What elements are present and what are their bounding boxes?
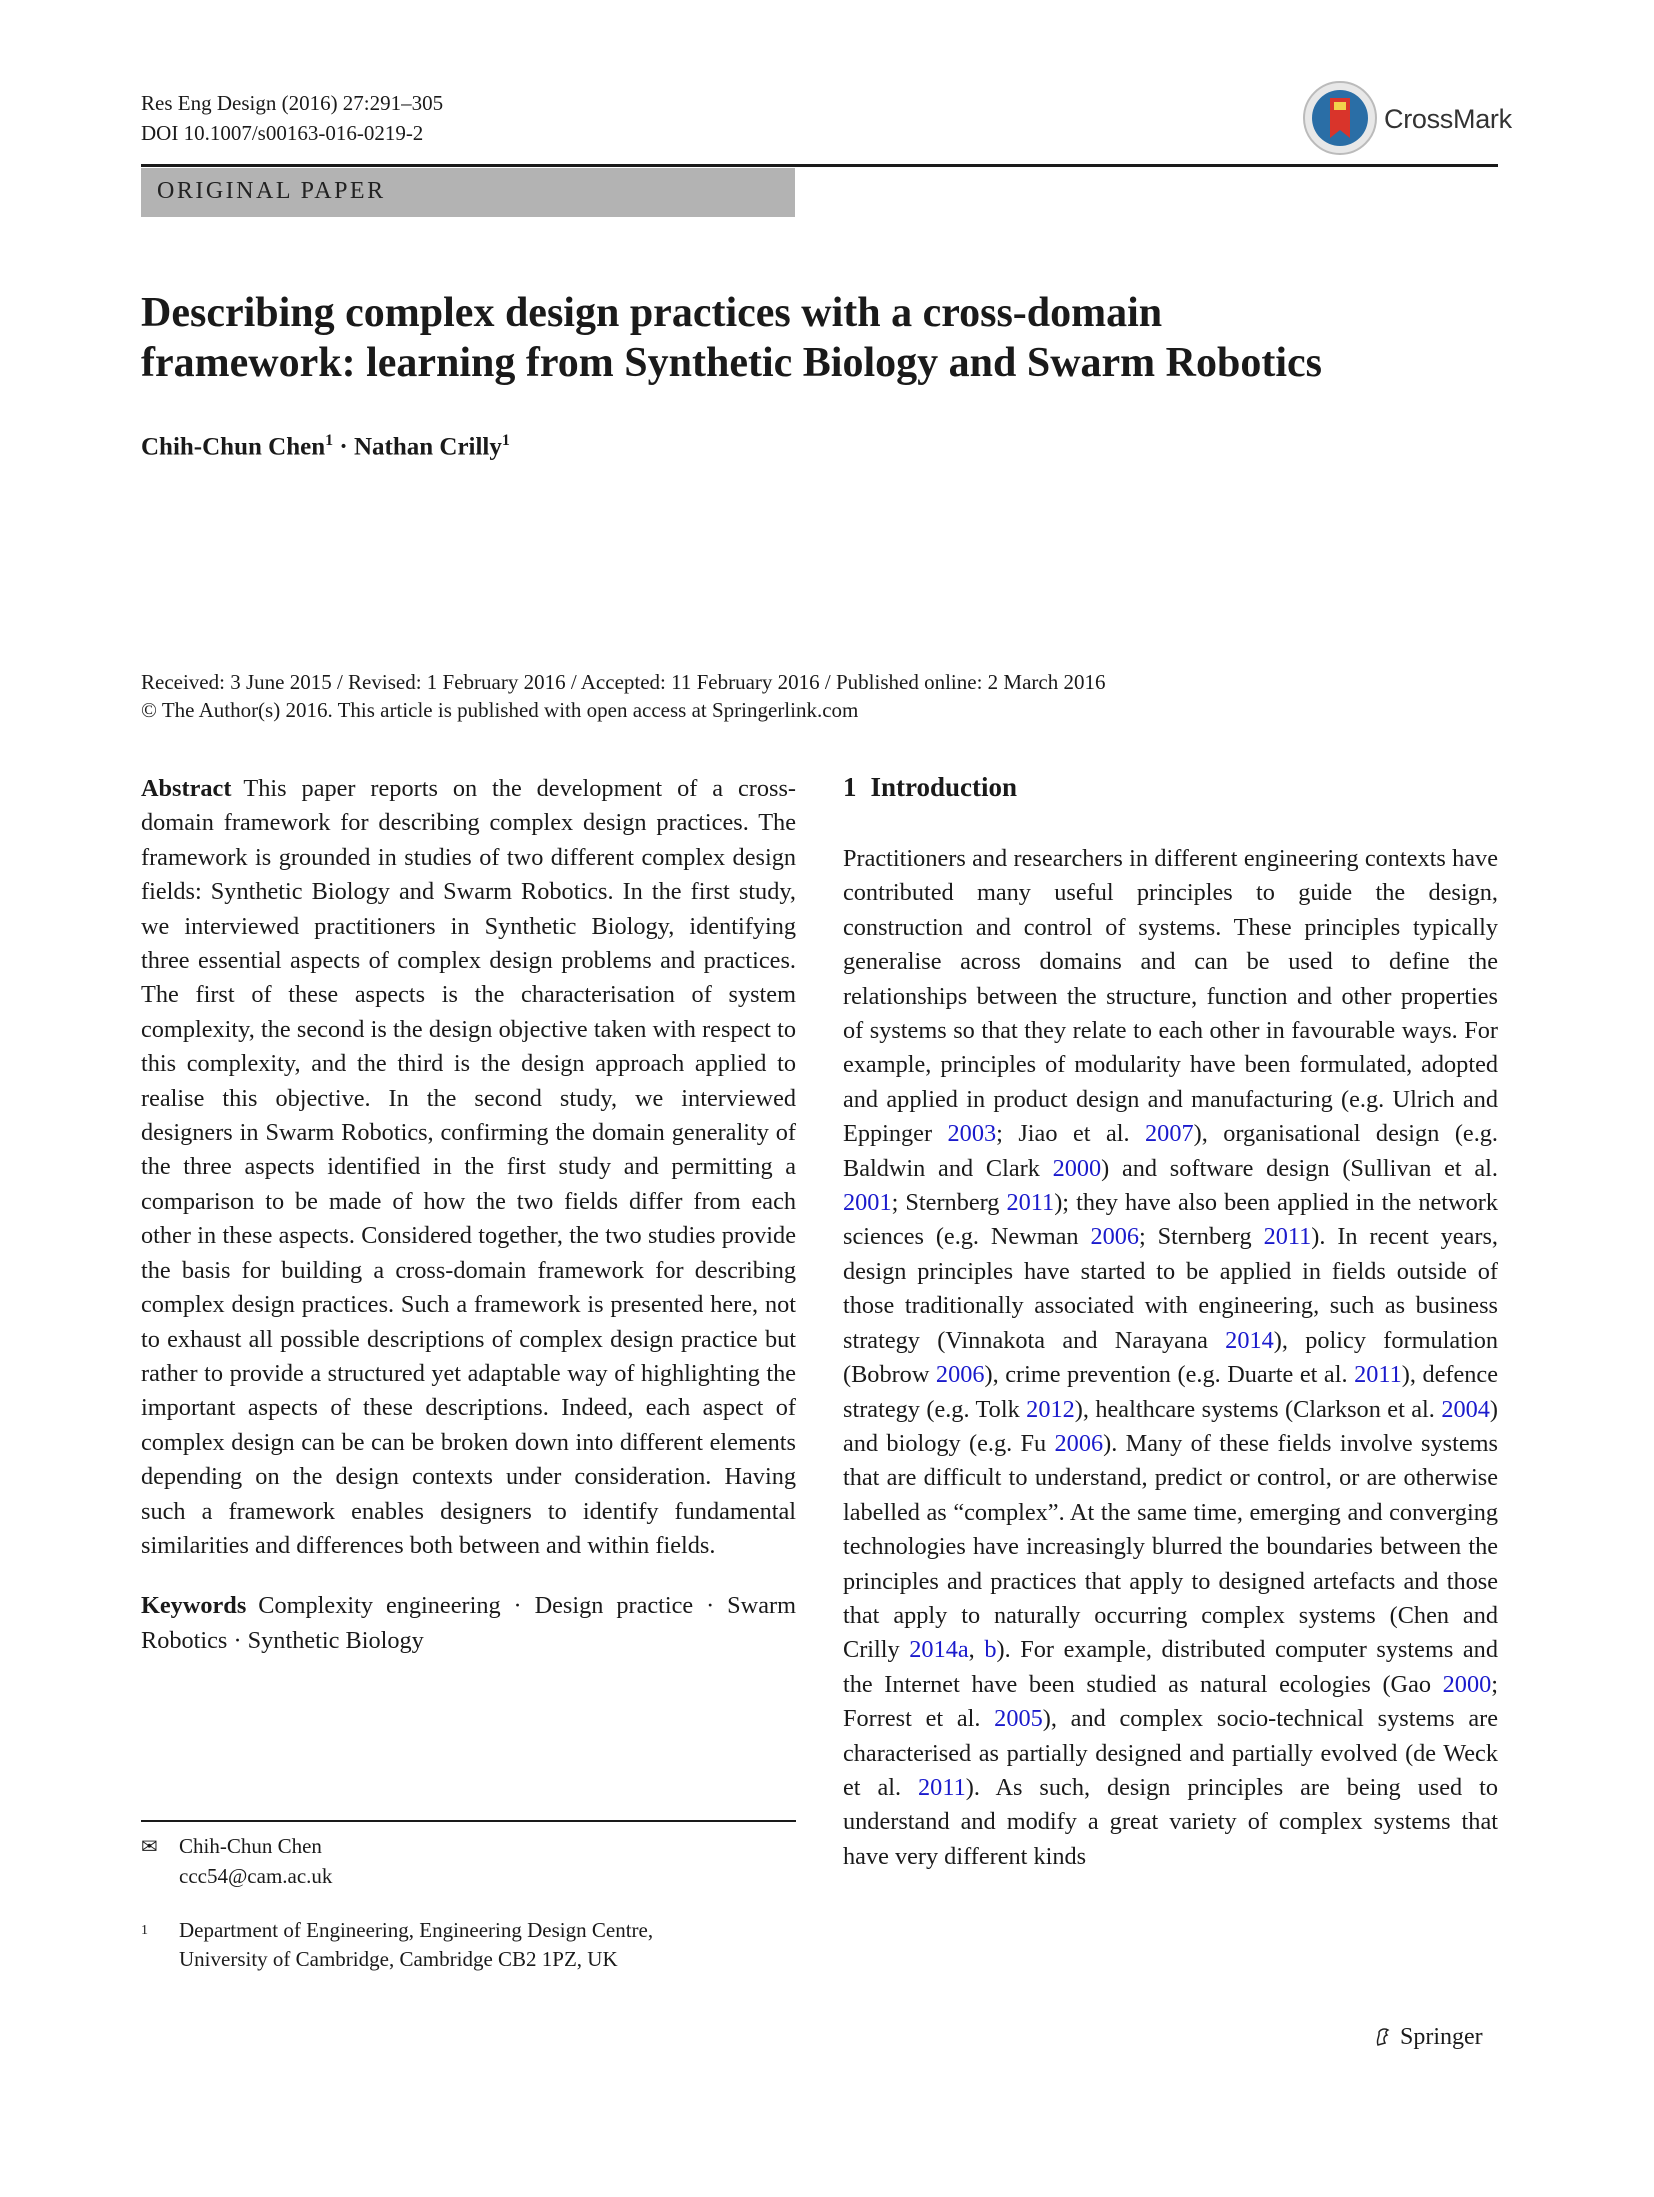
intro-text: ). As such, design principles are being used to understand and modify a great variety of complex systems that have very different kinds — [843, 1773, 1498, 1870]
article-type-tag — [141, 168, 795, 217]
section-number: 1 — [843, 772, 857, 802]
citation-link[interactable]: 2005 — [994, 1705, 1043, 1733]
introduction-column — [843, 842, 1498, 1874]
crossmark-icon — [1302, 80, 1378, 156]
intro-text: ), and complex socio-technical systems are characterised as partially designed and partially evolved (de Weck et al. — [843, 1705, 1498, 1801]
intro-text: ; Sternberg — [891, 1189, 1007, 1217]
intro-text: ). In recent years, design principles have started to be applied in fields outside of those traditionally associated with engineering, such as business strategy (Vinnakota and Narayana — [843, 1223, 1498, 1354]
contact-name: Chih-Chun Chen — [179, 1834, 322, 1858]
citation-link[interactable]: 2003 — [947, 1120, 997, 1148]
section-title: Introduction — [870, 772, 1018, 802]
citation-link[interactable]: 2011 — [1263, 1223, 1312, 1251]
publication-history — [141, 668, 1501, 724]
author-2[interactable]: Nathan Crilly — [353, 433, 502, 461]
introduction-paragraph — [843, 842, 1498, 1874]
citation-link[interactable]: 2000 — [1052, 1154, 1102, 1182]
abstract-label: Abstract — [141, 775, 232, 802]
intro-text: Practitioners and researchers in different engineering contexts have contributed many useful principles to guide the design, construction and control of systems. These principles typically generalise across domains and can be used to define the relationships between the structure, function and other properties of systems so that they relate to each other in favourable ways. For example, principles of modularity have been formulated, adopted and applied in product design and manufacturing (e.g. Ulrich and Eppinger — [843, 845, 1498, 1148]
affiliation-number: 1 — [141, 1923, 148, 1938]
intro-text: ), crime prevention (e.g. Duarte et al. — [984, 1361, 1355, 1389]
citation-link[interactable]: 2011 — [1006, 1189, 1055, 1217]
keywords-text: Complexity engineering · Design practice · Swarm Robotics · Synthetic Biology — [141, 1592, 796, 1654]
title-line-1: Describing complex design practices with a cross-domain — [141, 290, 1163, 336]
footnote-rule — [141, 1820, 796, 1822]
citation-link[interactable]: 2004 — [1441, 1395, 1490, 1423]
citation-link[interactable]: 2006 — [935, 1361, 985, 1389]
citation-link[interactable]: 2006 — [1054, 1429, 1104, 1457]
journal-citation — [141, 88, 443, 148]
intro-text: ) and software design (Sullivan et al. — [1101, 1154, 1498, 1182]
corresponding-author — [141, 1832, 332, 1891]
citation-link[interactable]: 2012 — [1026, 1395, 1075, 1423]
author-separator: · — [339, 433, 348, 461]
intro-text: ; Jiao et al. — [996, 1120, 1146, 1148]
crossmark-badge[interactable] — [1302, 80, 1512, 160]
title-line-2: framework: learning from Synthetic Biology and Swarm Robotics — [141, 340, 1322, 386]
author-1-affiliation: 1 — [325, 432, 334, 449]
envelope-icon: ✉ — [141, 1836, 158, 1858]
intro-text: ), policy formulation (Bobrow — [843, 1326, 1498, 1389]
author-1[interactable]: Chih-Chun Chen — [141, 433, 326, 461]
journal-line: Res Eng Design (2016) 27:291–305 — [141, 91, 444, 115]
intro-text: ; Sternberg — [1139, 1223, 1264, 1251]
intro-text: , — [968, 1636, 985, 1664]
copyright-line: © The Author(s) 2016. This article is published with open access at Springerlink.com — [141, 698, 859, 722]
paper-title — [141, 288, 1501, 388]
citation-link[interactable]: 2011 — [918, 1773, 966, 1801]
crossmark-label: CrossMark — [1384, 104, 1512, 134]
publisher-name: Springer — [1400, 2024, 1483, 2050]
author-list — [141, 432, 510, 461]
abstract — [141, 772, 796, 1563]
keywords-label: Keywords — [141, 1592, 247, 1620]
citation-link[interactable]: 2014 — [1225, 1326, 1274, 1354]
history-dates: Received: 3 June 2015 / Revised: 1 February 2016 / Accepted: 11 February 2016 / Published online: 2 March 2016 — [141, 670, 1106, 694]
section-heading-introduction — [843, 772, 1017, 803]
header-rule — [141, 164, 1498, 167]
article-type-label: ORIGINAL PAPER — [157, 178, 386, 204]
citation-link[interactable]: 2000 — [1442, 1670, 1492, 1698]
intro-text: ); they have also been applied in the network sciences (e.g. Newman — [843, 1189, 1498, 1251]
citation-link[interactable]: 2011 — [1354, 1361, 1402, 1389]
intro-text: ), healthcare systems (Clarkson et al. — [1074, 1395, 1442, 1423]
intro-text: ) and biology (e.g. Fu — [843, 1395, 1498, 1457]
keywords — [141, 1589, 796, 1658]
citation-link[interactable]: 2007 — [1145, 1120, 1194, 1148]
citation-link[interactable]: 2014a — [909, 1636, 969, 1664]
affiliation-line-2: University of Cambridge, Cambridge CB2 1PZ, UK — [179, 1947, 618, 1971]
intro-text: ), organisational design (e.g. Baldwin and Clark — [843, 1120, 1498, 1182]
doi-line: DOI 10.1007/s00163-016-0219-2 — [141, 121, 424, 145]
abstract-text: This paper reports on the development of a cross-domain framework for describing complex design practices. The framework is grounded in studies of two different complex design fields: Synthetic Biology and Swarm Robotics. In the first study, we interviewed practitioners in Synthetic Biology, identifying three essential aspects of complex design problems and practices. The first of these aspects is the characterisation of system complexity, the second is the design objective taken with respect to this complexity, and the third is the design approach applied to realise this objective. In the second study, we interviewed designers in Swarm Robotics, confirming the domain generality of the three aspects identified in the first study and permitting a comparison to be made of how the two fields differ from each other in these aspects. Considered together, the two studies provide the basis for building a cross-domain framework for describing complex design practices. Such a framework is presented here, not to exhaust all possible descriptions of complex design practice but rather to provide a structured yet adaptable way of highlighting the important aspects of these descriptions. Indeed, each aspect of complex design can be can be broken down into different elements depending on the design contexts under consideration. Having such a framework enables designers to identify fundamental similarities and differences both between and within fields. — [141, 775, 796, 1559]
affiliation-footnote — [141, 1916, 653, 1974]
citation-link[interactable]: b — [984, 1636, 997, 1664]
citation-link[interactable]: 2001 — [843, 1189, 892, 1217]
affiliation-line-1: Department of Engineering, Engineering Design Centre, — [179, 1918, 654, 1942]
contact-email[interactable]: ccc54@cam.ac.uk — [179, 1864, 333, 1888]
citation-link[interactable]: 2006 — [1090, 1223, 1140, 1251]
author-2-affiliation: 1 — [501, 432, 510, 449]
intro-text: ), defence strategy (e.g. Tolk — [843, 1361, 1498, 1423]
springer-horse-icon — [1372, 2025, 1394, 2047]
intro-text: ; Forrest et al. — [843, 1670, 1498, 1733]
intro-text: ). For example, distributed computer systems and the Internet have been studied as natural ecologies (Gao — [843, 1636, 1498, 1698]
intro-text: ). Many of these fields involve systems that are difficult to understand, predict or control, or are otherwise labelled as “complex”. At the same time, emerging and converging technologies have increasingly blurred the boundaries between the principles and practices that apply to designed artefacts and those that apply to naturally occurring complex systems (Chen and Crilly — [843, 1429, 1498, 1664]
abstract-column — [141, 772, 796, 1658]
publisher-logo — [1372, 2024, 1483, 2051]
